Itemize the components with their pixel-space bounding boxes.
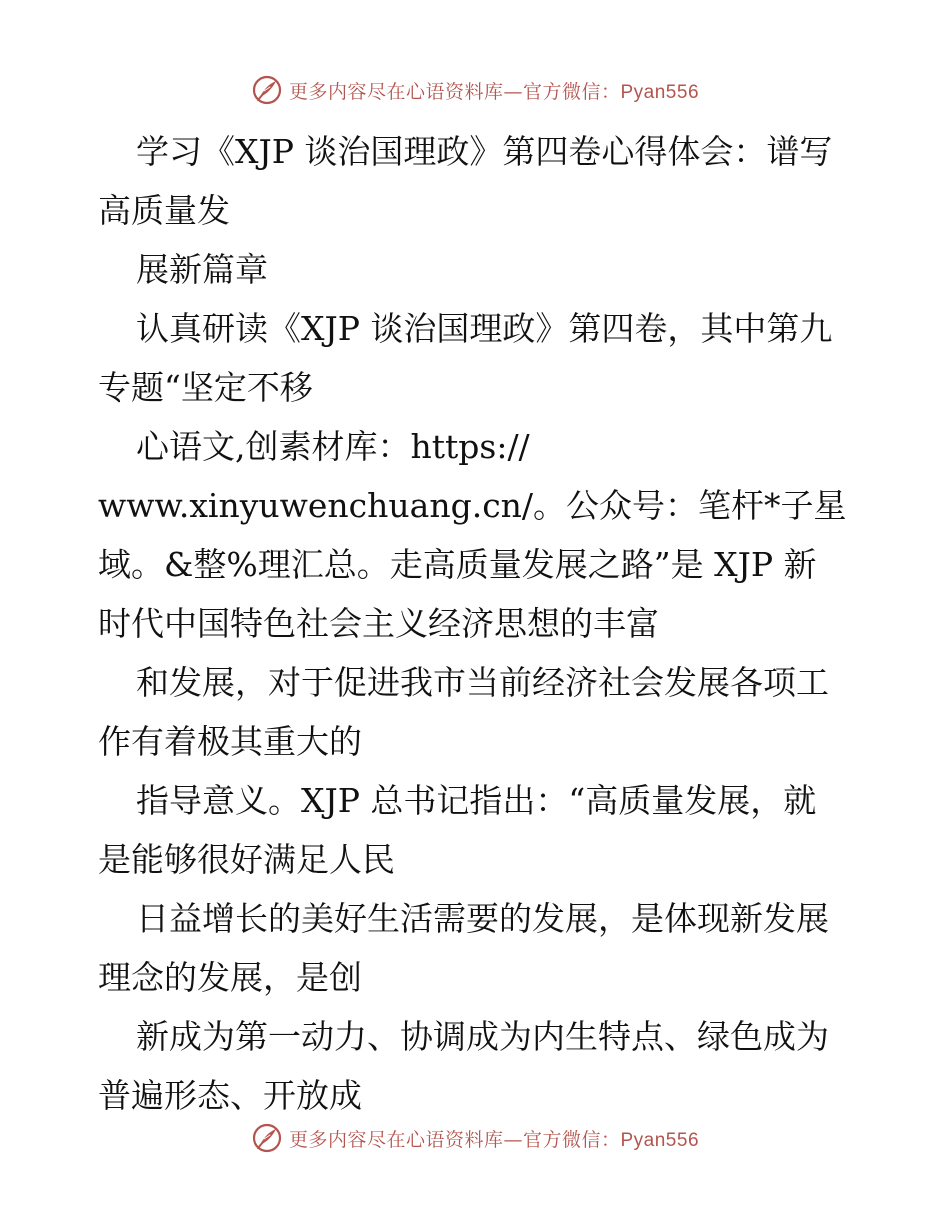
footer-banner-handle: Pyan556 (620, 1129, 700, 1151)
footer-banner (0, 1118, 950, 1158)
body-line: 理念的发展，是创 (98, 958, 362, 997)
footer-banner-inner (251, 1122, 699, 1154)
body-line: 展新篇章 (136, 250, 268, 289)
body-line: 域。&整%理汇总。走高质量发展之路”是 XJP 新 (98, 545, 817, 584)
footer-banner-text (289, 1125, 699, 1152)
header-banner-inner (251, 74, 699, 106)
body-line: 专题“坚定不移 (98, 368, 313, 407)
body-line: 新成为第一动力、协调成为内生特点、绿色成为 (136, 1017, 829, 1056)
body-line: 学习《XJP 谈治国理政》第四卷心得体会：谱写 (136, 132, 833, 171)
document-body (98, 122, 856, 1125)
body-line: 普遍形态、开放成 (98, 1076, 362, 1115)
body-line: 和发展，对于促进我市当前经济社会发展各项工 (136, 663, 829, 702)
header-banner-dash: — (503, 80, 523, 103)
feather-pen-circle-icon (251, 74, 283, 106)
footer-banner-main: 更多内容尽在心语资料库 (288, 1128, 504, 1151)
body-line: 指导意义。XJP 总书记指出：“高质量发展，就 (136, 781, 817, 820)
footer-banner-dash: — (503, 1128, 523, 1151)
header-banner (0, 70, 950, 110)
feather-pen-circle-icon (251, 1122, 283, 1154)
header-banner-text (289, 77, 699, 104)
body-line: 心语文,创素材库：https:// (136, 427, 530, 466)
header-banner-handle: Pyan556 (620, 81, 700, 103)
body-line: www.xinyuwenchuang.cn/。公众号：笔杆*子星 (98, 486, 847, 525)
body-line: 是能够很好满足人民 (98, 840, 395, 879)
body-line: 作有着极其重大的 (98, 722, 362, 761)
body-line: 时代中国特色社会主义经济思想的丰富 (98, 604, 659, 643)
footer-banner-official: 官方微信： (522, 1128, 621, 1151)
header-banner-main: 更多内容尽在心语资料库 (288, 80, 504, 103)
body-line: 高质量发 (98, 191, 230, 230)
body-line: 认真研读《XJP 谈治国理政》第四卷，其中第九 (136, 309, 833, 348)
header-banner-official: 官方微信： (522, 80, 621, 103)
body-line: 日益增长的美好生活需要的发展，是体现新发展 (136, 899, 829, 938)
